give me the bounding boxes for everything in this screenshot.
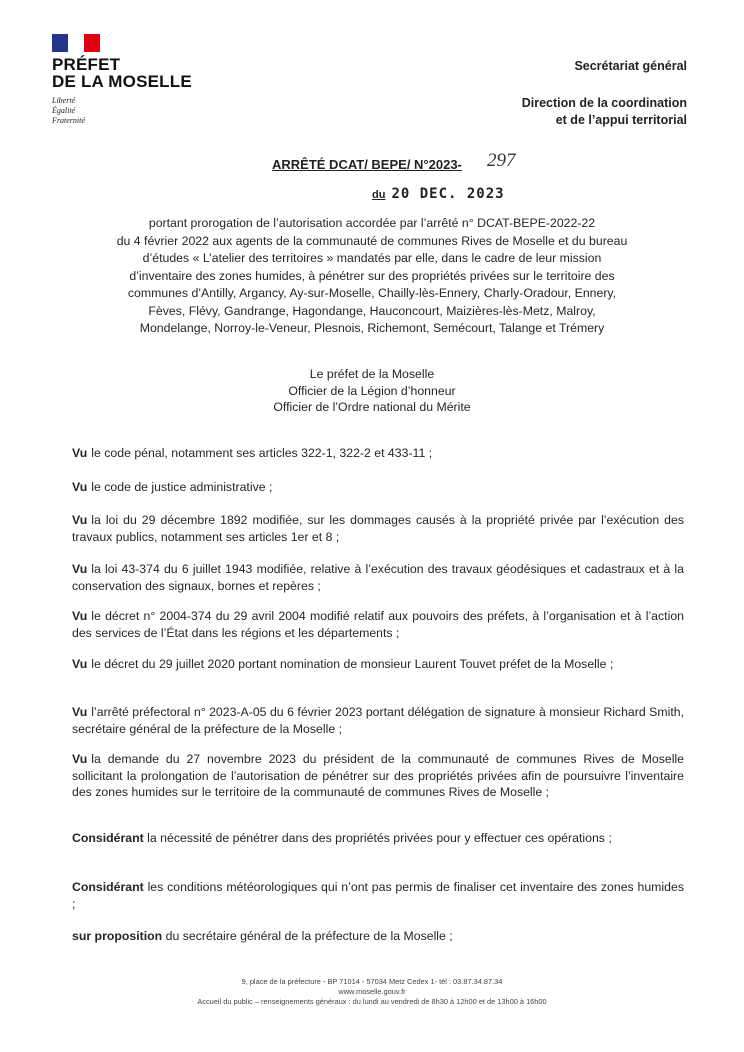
date-prefix: du <box>372 189 386 201</box>
direction-line1: Direction de la coordination <box>521 96 687 110</box>
visa-text: le code de justice administrative ; <box>91 480 273 494</box>
considerant-label: Considérant <box>72 880 144 894</box>
visa-label: Vu <box>72 609 88 623</box>
footer-website-link[interactable]: www.moselle.gouv.fr <box>338 987 406 996</box>
marianne-flag-icon <box>52 34 100 52</box>
visa-text: l’arrêté préfectoral n° 2023-A-05 du 6 février 2023 portant délégation de signature à monsieur Richard Smith, secrétaire général de la préfecture de la Moselle ; <box>72 705 684 736</box>
subject-line: d’inventaire des zones humides, à pénétrer sur des propriétés privées sur le territoire des <box>129 268 615 283</box>
prefet-line: Officier de la Légion d’honneur <box>288 383 456 398</box>
logo-title-line2: DE LA MOSELLE <box>52 72 192 91</box>
issuing-service <box>522 58 687 129</box>
motto-egalite: Égalité <box>52 106 76 115</box>
motto-liberte: Liberté <box>52 96 76 105</box>
subject-line: Fèves, Flévy, Gandrange, Hagondange, Hauconcourt, Maizières-lès-Metz, Malroy, <box>148 303 596 318</box>
considerant-text: les conditions météorologiques qui n’ont pas permis de finaliser cet inventaire des zones humides ; <box>72 880 684 911</box>
visa-label: Vu <box>72 752 88 766</box>
logo-title-line1: PRÉFET <box>52 55 121 74</box>
page-footer <box>0 977 744 1007</box>
visa-text: le code pénal, notamment ses articles 322-1, 322-2 et 433-11 ; <box>91 446 433 460</box>
visa-paragraph <box>72 751 684 801</box>
footer-address: 9, place de la préfecture - BP 71014 - 57034 Metz Cedex 1- tél : 03.87.34.87.34 <box>241 977 503 986</box>
visa-text: le décret n° 2004-374 du 29 avril 2004 modifié relatif aux pouvoirs des préfets, à l’organisation et à l’action des services de l’État dans les régions et les départements ; <box>72 609 684 640</box>
visa-label: Vu <box>72 513 88 527</box>
footer-opening-hours: Accueil du public – renseignements généraux : du lundi au vendredi de 8h30 à 12h00 et de 13h00 à 16h00 <box>197 997 547 1006</box>
considerant-text: la nécessité de pénétrer dans des propriétés privées pour y effectuer ces opérations ; <box>147 831 612 845</box>
visa-paragraph <box>72 561 684 594</box>
subject-line: du 4 février 2022 aux agents de la communauté de communes Rives de Moselle et du bureau <box>116 233 628 248</box>
decree-subject <box>70 215 674 338</box>
proposition-paragraph <box>72 928 684 945</box>
visa-paragraph <box>72 479 684 496</box>
subject-line: Mondelange, Norroy-le-Veneur, Plesnois, Richemont, Semécourt, Talange et Trémery <box>139 321 605 335</box>
date-stamp: 20 DEC. 2023 <box>391 186 505 202</box>
visa-text: le décret du 29 juillet 2020 portant nomination de monsieur Laurent Touvet préfet de la Moselle ; <box>91 657 614 671</box>
visa-paragraph <box>72 656 684 673</box>
visa-text: la demande du 27 novembre 2023 du président de la communauté de communes Rives de Moselle sollicitant la prolongation de l’autorisation de pénétrer sur des propriétés privées afin de poursuivre l’inventaire des zones humides sur le territoire de la communauté de communes Rives de Moselle ; <box>72 752 684 799</box>
direction-line2: et de l’appui territorial <box>555 113 687 127</box>
motto <box>52 96 232 126</box>
considerant-paragraph <box>72 879 684 912</box>
proposition-label: sur proposition <box>72 929 163 943</box>
motto-fraternite: Fraternité <box>52 116 85 125</box>
decree-title: ARRÊTÉ DCAT/ BEPE/ N°2023- <box>272 157 462 172</box>
visa-text: la loi du 29 décembre 1892 modifiée, sur les dommages causés à la propriété privée par l’exécution des travaux publics, notamment ses articles 1er et 8 ; <box>72 513 684 544</box>
prefet-line: Le préfet de la Moselle <box>309 367 435 381</box>
considerant-paragraph <box>72 830 684 847</box>
subject-line: portant prorogation de l’autorisation accordée par l’arrêté n° DCAT-BEPE-2022-22 <box>148 216 596 230</box>
visa-label: Vu <box>72 657 88 671</box>
prefet-line: Officier de l’Ordre national du Mérite <box>273 400 471 414</box>
prefecture-logo <box>52 34 232 126</box>
visa-paragraph <box>72 512 684 545</box>
considerant-label: Considérant <box>72 831 144 845</box>
visa-label: Vu <box>72 480 88 494</box>
prefet-titles <box>200 366 544 416</box>
secretariat-label: Secrétariat général <box>574 59 687 73</box>
subject-line: communes d’Antilly, Argancy, Ay-sur-Moselle, Chailly-lès-Ennery, Charly-Oradour, Ennery, <box>127 286 617 300</box>
subject-line: d’études « L’atelier des territoires » mandatés par elle, dans le cadre de leur mission <box>142 251 602 265</box>
visa-paragraph <box>72 445 684 462</box>
visa-paragraph <box>72 704 684 737</box>
visa-label: Vu <box>72 705 88 719</box>
visa-label: Vu <box>72 562 88 576</box>
handwritten-number: 297 <box>487 150 516 171</box>
visa-text: la loi 43-374 du 6 juillet 1943 modifiée, relative à l’exécution des travaux géodésiques et cadastraux et à la conservation des signaux, bornes et repères ; <box>72 562 684 593</box>
visa-paragraph <box>72 608 684 641</box>
proposition-text: du secrétaire général de la préfecture de la Moselle ; <box>165 929 453 943</box>
visa-label: Vu <box>72 446 88 460</box>
decree-date <box>372 186 505 202</box>
